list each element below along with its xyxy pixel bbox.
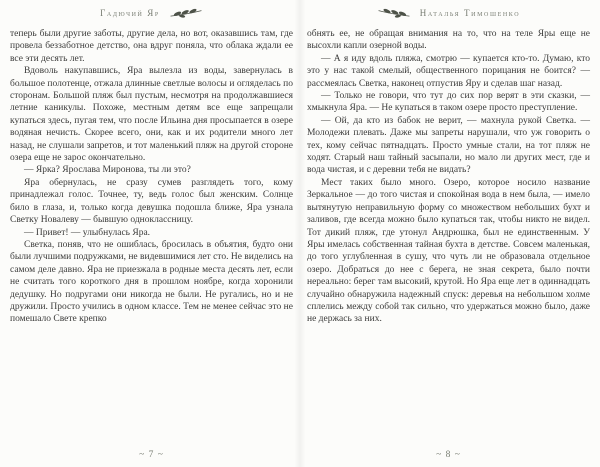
paragraph: Светка, поняв, что не ошиблась, бросилась в объятия, будто они были лучшими подружками, не видевшимися лет сто. Не виделись на самом деле давно. Яра не приезжала в родные места десять лет, если не считать того короткого дня в прошлом ноябре, когда хоронили дедушку. Но подругами они никогда не были. Не ругались, но и не дружили. Просто учились в одном классе. Тем не менее сейчас это не помешало Свете крепко bbox=[10, 239, 293, 325]
paragraph: обнять ее, не обращая внимания на то, что на теле Яры еще не высохли капли озерной воды. bbox=[307, 29, 590, 52]
running-head-left bbox=[10, 5, 293, 21]
page-number-right: ~ 8 ~ bbox=[436, 450, 461, 460]
paragraph: — А я иду вдоль пляжа, смотрю — купается кто-то. Думаю, кто это у нас такой смелый, общественного порицания не боится? — рассмеялась Светка, наконец отпустив Яру и сделав шаг назад. bbox=[307, 53, 590, 89]
paragraph: Мест таких было много. Озеро, которое носило название Зеркальное — до того чистая и спокойная вода в нем была, — имело вытянутую неправильную форму со множеством небольших бухт и заливов, где всегда можно было купаться так, чтобы никто не видел. Тот дикий пляж, где утонул Андрюшка, был не единственным. У Яры имелась собственная тайная бухта в детстве. Совсем маленькая, до того углубленная в сушу, что чуть ли не образовала отдельное озеро. Добраться до нее с берега, не зная секрета, было почти нереально: берег там высокий, крутой. Но Яра еще лет в одиннадцать случайно обнаружила надежный спуск: деревья на небольшом холме сплелись между собой так сильно, что удержаться можно было, даже не держась за них. bbox=[307, 177, 590, 325]
page-number-left: ~ 7 ~ bbox=[139, 450, 164, 460]
paragraph: теперь были другие заботы, другие дела, но вот, оказавшись там, где провела беззаботное детство, она вдруг поняла, что облака ждали ее все эти десять лет. bbox=[10, 29, 293, 64]
paragraph: — Ярка? Ярослава Миронова, ты ли это? bbox=[24, 165, 191, 176]
running-title-left: Гадючий Яр bbox=[100, 8, 160, 18]
leaf-sprig-icon bbox=[169, 7, 203, 19]
leaf-sprig-icon bbox=[377, 7, 411, 19]
page-gutter bbox=[294, 0, 306, 467]
page-right bbox=[307, 0, 590, 467]
paragraph: Яра обернулась, не сразу сумев разглядеть того, кому принадлежал голос. Точнее, ту, ведь голос был женским. Солнце било в глаза, и, только когда девушка подошла ближе, Яра узнала Светку Новалеву — бывшую одноклассницу. bbox=[10, 177, 293, 226]
page-text-right bbox=[307, 28, 590, 326]
running-title-right: Наталья Тимошенко bbox=[419, 8, 521, 18]
paragraph: — Только не говори, что тут до сих пор верят в эти сказки, — хмыкнула Яра. — Не купаться в таком озере просто преступление. bbox=[307, 91, 590, 114]
page-left bbox=[10, 0, 293, 467]
page-text-left bbox=[10, 28, 293, 326]
paragraph: — Ой, да кто из бабок не верит, — махнула рукой Светка. — Молодежи плевать. Даже мы запреты нарушали, что уж говорить о тех, кому сейчас пятнадцать. Просто умные стали, на тот пляж не ходят. Старый наш тайный засыпали, но мало ли других мест, где и вода чистая, и с деревни тебя не видать? bbox=[307, 115, 590, 176]
paragraph: — Привет! — улыбнулась Яра. bbox=[24, 227, 151, 238]
paragraph: Вдоволь накупавшись, Яра вылезла из воды, завернулась в большое полотенце, отжала длинные светлые волосы и огляделась по сторонам. Большой пляж был пустым, несмотря на продолжавшиеся летние каникулы. Похоже, местным детям все еще запрещали купаться здесь, пугая тем, что после Ильина дня просыпается в озере водяная нечисть. Скорее всего, они, как и их родители много лет назад, не слушали запретов, и тот маленький пляж на другой стороне озера еще не зарос окончательно. bbox=[10, 66, 293, 164]
running-head-right bbox=[307, 5, 590, 21]
